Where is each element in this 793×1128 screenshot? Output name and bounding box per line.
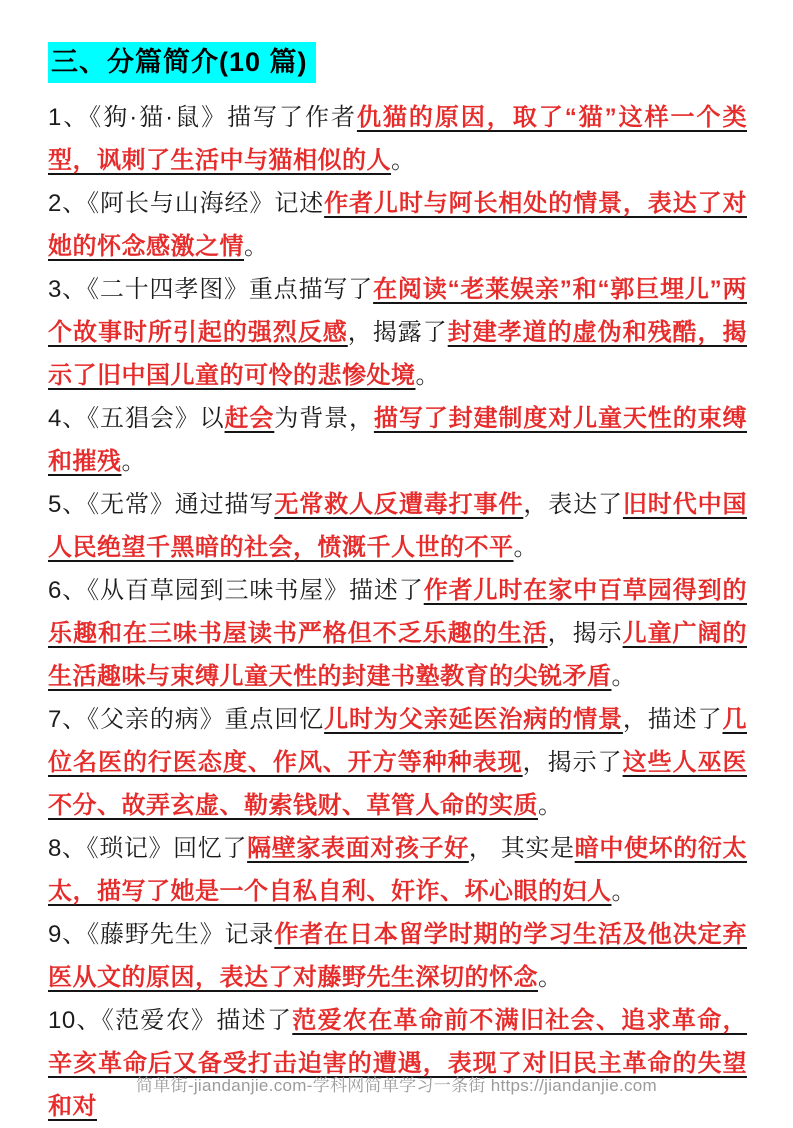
essay-list: [48, 96, 747, 1128]
summary-key-point: 封建孝道的虚伪和残酷，揭示了旧中国儿童的可怜的悲惨处境: [48, 319, 748, 390]
summary-plain-text: ，揭示: [547, 620, 623, 648]
summary-plain-text: ，揭示了: [522, 749, 623, 777]
summary-plain-text: 。: [611, 663, 636, 691]
summary-plain-text: ，描述了: [622, 706, 723, 734]
essay-summary-item-9: [48, 913, 747, 999]
summary-plain-text: 7、《父亲的病》重点回忆: [48, 706, 325, 734]
summary-plain-text: 1、《狗·猫·鼠》描写了作者: [48, 104, 357, 132]
summary-key-point: 描写了封建制度对儿童天性的束缚和摧残: [48, 405, 747, 476]
summary-key-point: 仇猫的原因，取了“猫”这样一个类型，讽刺了生活中与猫相似的人: [48, 104, 748, 175]
summary-key-point: 暗中使坏的衍太太，描写了她是一个自私自利、奸诈、坏心眼的妇人: [48, 835, 748, 906]
summary-key-point: 几位名医的行医态度、作风、开方等种种表现: [48, 706, 747, 777]
summary-plain-text: 为背景，: [274, 405, 374, 433]
summary-plain-text: 2、《阿长与山海经》记述: [48, 190, 325, 218]
essay-summary-item-4: [48, 397, 747, 483]
summary-key-point: 无常救人反遭毒打事件: [274, 491, 524, 519]
summary-key-point: 在阅读“老莱娱亲”和“郭巨埋儿”两个故事时所引起的强烈反感: [48, 276, 748, 347]
essay-summary-item-5: [48, 483, 747, 569]
summary-plain-text: 10、《范爱农》描述了: [48, 1007, 293, 1035]
summary-key-point: 范爱农在革命前不满旧社会、追求革命，辛亥革命后又备受打击迫害的遭遇，表现了对旧民主革命的失望和对: [48, 1007, 748, 1121]
footer-watermark: 简单街-jiandanjie.com-学科网简单学习一条街 https://jiandanjie.com: [135, 1076, 658, 1095]
summary-plain-text: 。: [513, 534, 538, 562]
summary-key-point: 隔壁家表面对孩子好: [247, 835, 469, 863]
essay-summary-item-6: [48, 569, 747, 698]
summary-plain-text: 。: [611, 878, 636, 906]
summary-plain-text: ，揭露了: [347, 319, 448, 347]
summary-key-point: 儿童广阔的生活趣味与束缚儿童天性的封建书塾教育的尖锐矛盾: [48, 620, 748, 691]
essay-summary-item-7: [48, 698, 747, 827]
summary-plain-text: 。: [391, 147, 416, 175]
summary-plain-text: 。: [538, 792, 563, 820]
summary-plain-text: 4、《五猖会》以: [48, 405, 225, 433]
summary-plain-text: 8、《琐记》回忆了: [48, 835, 248, 863]
summary-key-point: 作者在日本留学时期的学习生活及他决定弃医从文的原因，表达了对藤野先生深切的怀念: [48, 921, 747, 992]
summary-plain-text: 。: [121, 448, 146, 476]
summary-key-point: 儿时为父亲延医治病的情景: [324, 706, 623, 734]
essay-summary-item-3: [48, 268, 747, 397]
essay-summary-item-2: [48, 182, 747, 268]
summary-key-point: 赶会: [224, 405, 275, 433]
summary-plain-text: 。: [415, 362, 440, 390]
summary-plain-text: 6、《从百草园到三味书屋》描述了: [48, 577, 424, 605]
section-title: 三、分篇简介(10 篇): [48, 42, 316, 83]
summary-key-point: 作者儿时与阿长相处的情景，表达了对她的怀念感激之情: [48, 190, 747, 261]
summary-plain-text: ， 其实是: [468, 835, 575, 863]
summary-key-point: 旧时代中国人民绝望千黑暗的社会，愤溉千人世的不平: [48, 491, 747, 562]
essay-summary-item-8: [48, 827, 747, 913]
summary-plain-text: 3、《二十四孝图》重点描写了: [48, 276, 374, 304]
summary-plain-text: 。: [244, 233, 269, 261]
essay-summary-item-10: [48, 999, 747, 1128]
summary-key-point: 作者儿时在家中百草园得到的乐趣和在三味书屋读书严格但不乏乐趣的生活: [48, 577, 747, 648]
summary-key-point: 这些人巫医不分、故弄玄虚、勒索钱财、草管人命的实质: [48, 749, 748, 820]
summary-plain-text: ，表达了: [523, 491, 623, 519]
summary-plain-text: 9、《藤野先生》记录: [48, 921, 275, 949]
section-title-row: [48, 42, 747, 83]
essay-summary-item-1: [48, 96, 747, 182]
summary-plain-text: 。: [538, 964, 563, 992]
summary-plain-text: 5、《无常》通过描写: [48, 491, 275, 519]
